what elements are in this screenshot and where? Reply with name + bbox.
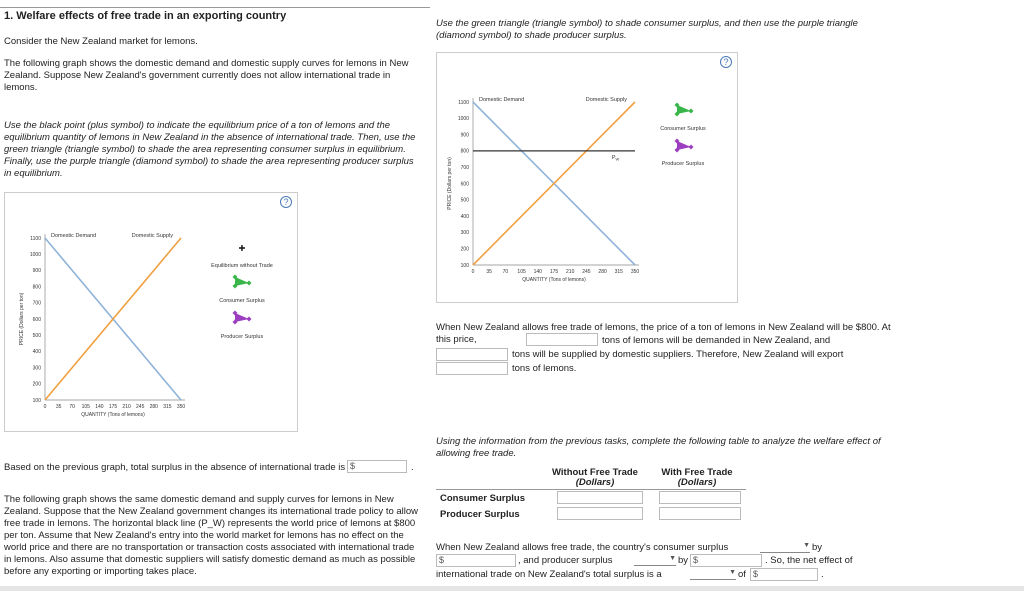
demand-label: Domestic Demand (51, 233, 97, 239)
quantity-supplied-input[interactable] (436, 348, 508, 361)
y-tick-label: 200 (32, 381, 41, 388)
top-rule (0, 7, 430, 8)
final-text-3-a: . So, the net effect of (765, 555, 853, 566)
free-trade-text-3: tons will be supplied by domestic suppliers. Therefore, New Zealand will export (512, 349, 844, 360)
x-tick-label: 70 (502, 269, 509, 275)
x-tick-label: 175 (549, 269, 559, 275)
final-text-1: When New Zealand allows free trade, the country's consumer surplus (436, 542, 729, 553)
y-axis-label: PRICE (Dollars per ton) (447, 157, 453, 210)
x-tick-label: 0 (471, 269, 475, 275)
x-tick-label: 280 (598, 269, 607, 275)
x-tick-label: 350 (630, 269, 640, 275)
x-tick-label: 350 (176, 404, 186, 410)
y-tick-label: 600 (460, 181, 469, 188)
graph-instructions: Use the black point (plus symbol) to indicate the equilibrium price of a ton of lemons and the equilibrium quantity of lemons in New Zealand in the absence of international trade. Then, use the green triangle (triangle symbol) to shade the area representing consumer surplus in equilibrium. Finally, use the purple triangle (diamond symbol) to shade the area representing producer surplus in equilibrium. (4, 120, 416, 179)
y-tick-label: 900 (32, 268, 41, 275)
cs-change-select[interactable] (760, 541, 810, 553)
consumer-surplus-triangle-icon[interactable] (233, 275, 252, 289)
demand-label: Domestic Demand (479, 97, 525, 103)
ps-change-select[interactable] (634, 554, 676, 566)
final-text-3-b: international trade on New Zealand's total surplus is a (436, 569, 662, 580)
free-trade-text-2: tons of lemons will be demanded in New Zealand, and (602, 335, 831, 346)
right-instructions: Use the green triangle (triangle symbol) to shade consumer surplus, and then use the purple triangle (diamond symbol) to shade producer surplus. (436, 18, 858, 41)
equilibrium-plus-icon[interactable] (239, 245, 245, 251)
x-tick-label: 280 (149, 404, 158, 410)
x-tick-label: 245 (582, 269, 591, 275)
quantity-demanded-input[interactable] (526, 333, 598, 346)
ps-with-trade-input[interactable] (659, 507, 741, 520)
legend-consumer-surplus: Consumer Surplus (219, 298, 265, 304)
x-tick-label: 245 (136, 404, 145, 410)
net-effect-amount-input[interactable]: $ (750, 568, 818, 581)
chevron-down-icon: ▼ (669, 555, 676, 562)
row-consumer-surplus: Consumer Surplus (440, 493, 525, 504)
cs-without-trade-input[interactable] (557, 491, 643, 504)
y-tick-label: 100 (32, 397, 41, 404)
y-tick-label: 100 (460, 262, 469, 269)
legend-equilibrium: Equilibrium without Trade (211, 263, 273, 269)
col-with-trade-header: With Free Trade (Dollars) (661, 467, 733, 488)
supply-label: Domestic Supply (131, 233, 173, 239)
y-tick-label: 800 (32, 284, 41, 291)
free-trade-description: The following graph shows the same domestic demand and supply curves for lemons in New Zealand. Suppose that the New Zealand government changes its international trade policy to allow free trade in lemons. The horizontal black line (P_W) represents the world price of lemons at $800 per ton. Assume that New Zealand's entry into the world market for lemons has no effect on the world price and there are no transportation or transaction costs associated with international trade in lemons. Also assume that domestic suppliers will satisfy domestic demand as much as possible before any exporting or importing takes place. (4, 494, 419, 577)
question-title: 1. Welfare effects of free trade in an exporting country (4, 10, 287, 22)
x-tick-label: 175 (108, 404, 118, 410)
net-effect-select[interactable] (690, 568, 736, 580)
y-tick-label: 1000 (457, 116, 469, 123)
cs-change-amount-input[interactable]: $ (436, 554, 516, 567)
y-tick-label: 1000 (29, 252, 41, 258)
y-tick-label: 300 (32, 365, 41, 372)
x-axis-label: QUANTITY (Tons of lemons) (522, 277, 586, 283)
final-of: of (738, 569, 746, 580)
producer-surplus-triangle-icon[interactable] (233, 311, 252, 325)
help-icon[interactable]: ? (720, 56, 732, 68)
y-tick-label: 400 (32, 349, 41, 356)
total-surplus-period: . (411, 462, 414, 473)
bottom-scrollbar[interactable] (0, 586, 1024, 591)
x-tick-label: 105 (517, 269, 526, 275)
x-tick-label: 140 (95, 404, 104, 410)
consumer-surplus-triangle-icon[interactable] (675, 103, 694, 117)
y-tick-label: 700 (32, 300, 41, 307)
free-trade-text-4: tons of lemons. (512, 363, 577, 374)
x-tick-label: 140 (533, 269, 542, 275)
free-trade-chart[interactable] (437, 53, 739, 304)
table-rule (436, 489, 746, 490)
total-surplus-input[interactable]: $ (347, 460, 407, 473)
x-tick-label: 70 (69, 404, 75, 410)
y-tick-label: 1100 (458, 99, 469, 106)
y-tick-label: 500 (460, 197, 469, 204)
final-by-2: by (678, 555, 689, 566)
free-trade-text-1: When New Zealand allows free trade of lemons, the price of a ton of lemons in New Zealand will be $800. At this price, (436, 322, 891, 345)
x-tick-label: 35 (486, 269, 492, 275)
col-without-trade: Without Free Trade (Dollars) (552, 467, 638, 488)
cs-with-trade-input[interactable] (659, 491, 741, 504)
ps-change-amount-input[interactable]: $ (690, 554, 762, 567)
x-tick-label: 210 (566, 269, 575, 275)
final-text-2: , and producer surplus (518, 555, 613, 566)
x-axis-label: QUANTITY (Tons of lemons) (81, 412, 145, 418)
x-tick-label: 105 (81, 404, 90, 410)
legend-producer-surplus: Producer Surplus (220, 334, 264, 340)
final-by-1: by (812, 542, 823, 553)
final-period: . (821, 569, 824, 580)
y-tick-label: 1100 (30, 235, 41, 242)
x-tick-label: 315 (614, 269, 623, 275)
y-tick-label: 200 (460, 246, 469, 253)
x-tick-label: 35 (55, 404, 62, 410)
y-tick-label: 400 (460, 213, 469, 220)
pw-label: $P_W$ (611, 154, 620, 162)
chevron-down-icon: ▼ (803, 542, 810, 549)
y-tick-label: 800 (460, 148, 469, 155)
row-producer-surplus: Producer Surplus (440, 509, 520, 520)
graph-panel-no-trade (4, 192, 298, 432)
producer-surplus-triangle-icon[interactable] (675, 139, 694, 153)
intro-text: Consider the New Zealand market for lemons. (4, 36, 198, 47)
graph-panel-free-trade (436, 52, 738, 303)
x-tick-label: 315 (163, 404, 172, 410)
total-surplus-question: Based on the previous graph, total surplus in the absence of international trade is (4, 462, 346, 473)
y-tick-label: 700 (460, 165, 469, 171)
y-tick-label: 300 (460, 230, 469, 237)
legend-consumer-surplus: Consumer Surplus (660, 126, 706, 132)
chevron-down-icon: ▼ (729, 569, 736, 576)
table-instructions: Using the information from the previous tasks, complete the following table to analyze the welfare effect of allowing free trade. (436, 436, 881, 459)
y-tick-label: 600 (32, 316, 41, 323)
legend-producer-surplus: Producer Surplus (661, 161, 705, 167)
x-tick-label: 0 (43, 404, 47, 410)
y-tick-label: 500 (32, 333, 41, 339)
no-trade-chart[interactable] (5, 193, 299, 433)
ps-without-trade-input[interactable] (557, 507, 643, 520)
graph-description: The following graph shows the domestic demand and domestic supply curves for lemons in New Zealand. Suppose New Zealand's government currently does not allow international trade in lemons. (4, 58, 409, 93)
x-tick-label: 210 (122, 404, 131, 410)
y-tick-label: 900 (460, 132, 469, 139)
exports-input[interactable] (436, 362, 508, 375)
help-icon[interactable]: ? (280, 196, 292, 208)
y-axis-label: PRICE (Dollars per ton) (19, 292, 25, 346)
supply-label: Domestic Supply (585, 97, 627, 103)
